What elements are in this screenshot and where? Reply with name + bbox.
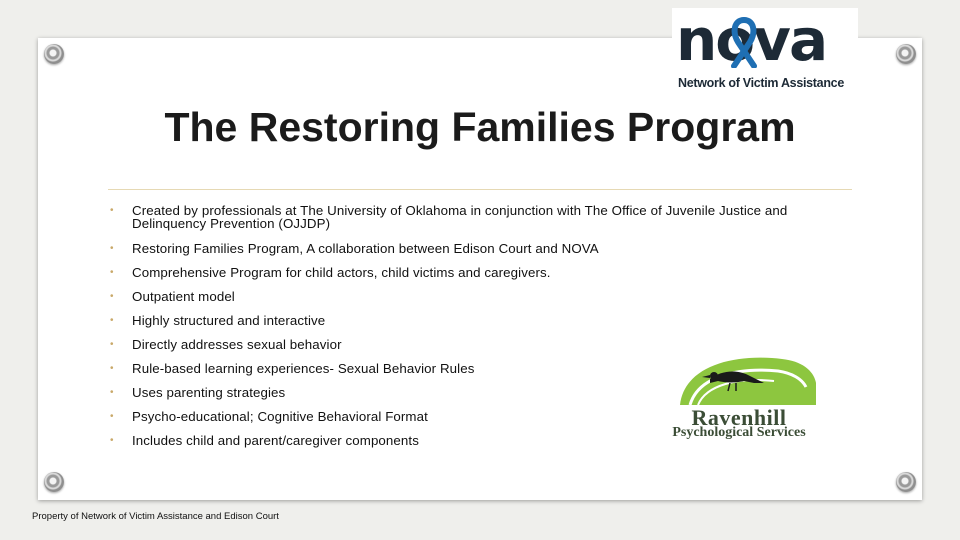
pin-top-right (896, 44, 916, 64)
list-item (110, 314, 850, 327)
bullet-icon: • (110, 387, 114, 398)
bullet-icon: • (110, 267, 114, 278)
list-item (110, 290, 850, 303)
list-item (110, 242, 850, 255)
ravenhill-subtitle: Psychological Services (672, 425, 806, 440)
ravenhill-name: Ravenhill (691, 405, 787, 430)
pin-top-left (44, 44, 64, 64)
list-item-text: Includes child and parent/caregiver components (132, 433, 419, 448)
list-item-text: Uses parenting strategies (132, 385, 286, 400)
bullet-icon: • (110, 363, 114, 374)
awareness-ribbon-icon (724, 16, 764, 68)
bullet-icon: • (110, 435, 114, 446)
list-item (110, 266, 850, 279)
list-item-text: Restoring Families Program, A collaboration between Edison Court and NOVA (132, 241, 599, 256)
page-title: The Restoring Families Program (164, 104, 796, 150)
bullet-icon: • (110, 291, 114, 302)
footer-text: Property of Network of Victim Assistance and Edison Court (32, 511, 279, 522)
list-item-text: Rule-based learning experiences- Sexual Behavior Rules (132, 361, 475, 376)
list-item-text: Outpatient model (132, 289, 235, 304)
list-item-text: Created by professionals at The University of Oklahoma in conjunction with The Office of Juvenile Justice and Delinquency Prevention (OJJDP) (132, 203, 788, 231)
title-divider (108, 189, 852, 190)
list-item-text: Comprehensive Program for child actors, child victims and caregivers. (132, 265, 551, 280)
bullet-icon: • (110, 339, 114, 350)
list-item-text: Highly structured and interactive (132, 313, 326, 328)
bullet-icon: • (110, 411, 114, 422)
list-item (110, 204, 850, 230)
bullet-icon: • (110, 315, 114, 326)
raven-hill-icon (632, 347, 846, 409)
bullet-icon: • (110, 243, 114, 254)
bullet-icon: • (110, 205, 114, 216)
nova-logo (672, 8, 858, 94)
list-item-text: Directly addresses sexual behavior (132, 337, 342, 352)
nova-wordmark: nova (676, 6, 827, 74)
nova-tagline: Network of Victim Assistance (678, 76, 844, 90)
pin-bottom-left (44, 472, 64, 492)
list-item-text: Psycho-educational; Cognitive Behavioral Format (132, 409, 428, 424)
pin-bottom-right (896, 472, 916, 492)
ravenhill-logo (632, 347, 846, 448)
